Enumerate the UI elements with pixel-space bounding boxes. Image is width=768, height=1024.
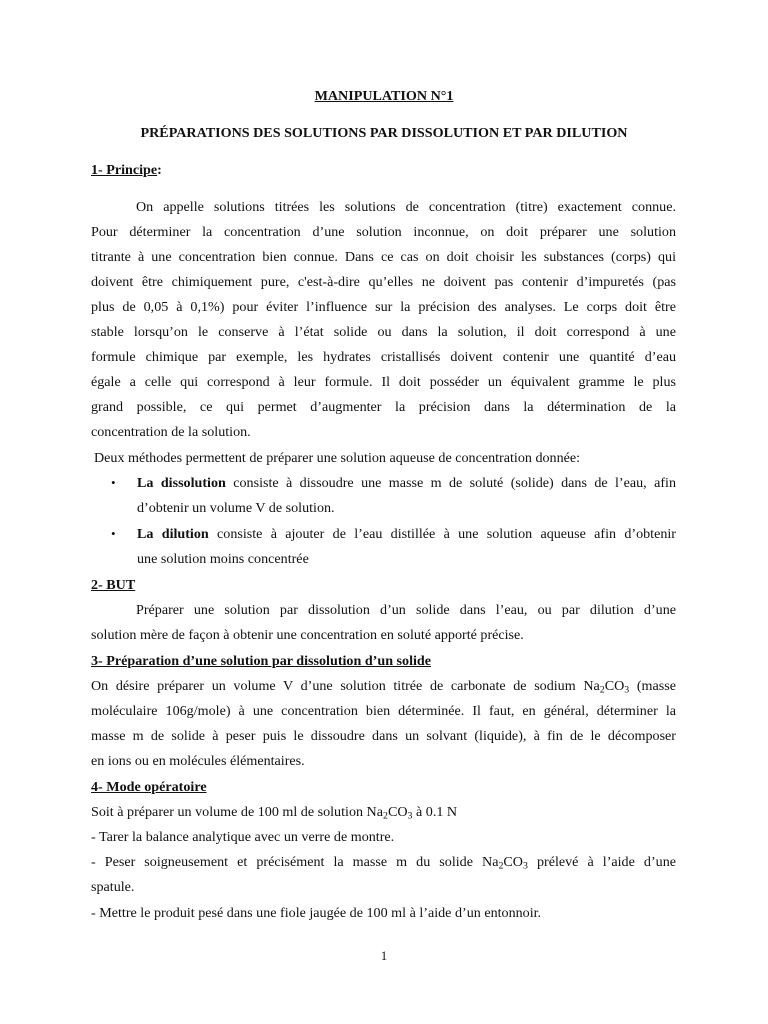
paragraph-line: masse m de solide à peser puis le dissoudre dans un solvant (liquide), à fin de le décomposer bbox=[91, 728, 676, 744]
subscript: 3 bbox=[624, 684, 630, 696]
paragraph-line: égale a celle qui correspond à leur formule. Il doit posséder un équivalent gramme le plus bbox=[91, 374, 676, 390]
subscript: 3 bbox=[407, 810, 413, 822]
paragraph-line: titrante à une concentration bien connue. Dans ce cas on doit choisir les substances (corps) qui bbox=[91, 249, 676, 265]
section-heading-mode-operatoire: 4- Mode opératoire bbox=[91, 779, 207, 795]
heading-text: 1- Principe bbox=[91, 162, 158, 178]
text-run: à 0.1 N bbox=[412, 804, 458, 820]
page-number: 1 bbox=[380, 949, 388, 963]
text-run: CO bbox=[604, 678, 625, 694]
bullet-continuation: une solution moins concentrée bbox=[137, 551, 309, 567]
text-run: On désire préparer un volume V d’une solution titrée de carbonate de sodium Na bbox=[91, 678, 600, 694]
heading-colon: : bbox=[157, 162, 162, 178]
subscript: 2 bbox=[498, 860, 504, 872]
page-subtitle: PRÉPARATIONS DES SOLUTIONS PAR DISSOLUTION ET PAR DILUTION bbox=[140, 125, 628, 141]
section-heading-principe bbox=[91, 161, 676, 179]
page-title: MANIPULATION N°1 bbox=[314, 88, 454, 104]
text-run: prélevé à l’aide d’une bbox=[527, 854, 676, 870]
bullet-icon: • bbox=[111, 475, 116, 490]
step-line bbox=[91, 853, 676, 871]
paragraph-line bbox=[91, 677, 676, 695]
section-heading-but: 2- BUT bbox=[91, 577, 136, 593]
paragraph-line: plus de 0,05 à 0,1%) pour éviter l’influence sur la précision des analyses. Le corps doit être bbox=[91, 299, 676, 315]
subscript: 3 bbox=[522, 860, 528, 872]
paragraph-line: doivent être chimiquement pure, c'est-à-dire qu’elles ne doivent pas contenir d’impuretés (pas bbox=[91, 274, 676, 290]
bullet-icon: • bbox=[111, 526, 116, 541]
paragraph-line: On appelle solutions titrées les solutions de concentration (titre) exactement connue. bbox=[136, 199, 676, 215]
text-run: - Peser soigneusement et précisément la masse m du solide Na bbox=[91, 854, 499, 870]
bullet-item-dilution bbox=[137, 525, 676, 543]
paragraph-line: Préparer une solution par dissolution d’un solide dans l’eau, ou par dilution d’une bbox=[136, 602, 676, 618]
paragraph-line bbox=[91, 803, 676, 821]
text-run: CO bbox=[503, 854, 523, 870]
methods-intro: Deux méthodes permettent de préparer une solution aqueuse de concentration donnée: bbox=[94, 450, 581, 466]
paragraph-line: en ions ou en molécules élémentaires. bbox=[91, 753, 305, 769]
paragraph-line: moléculaire 106g/mole) à une concentration bien déterminée. Il faut, en général, déterminer la bbox=[91, 703, 676, 719]
paragraph-line: Pour déterminer la concentration d’une solution inconnue, on doit préparer une solution bbox=[91, 224, 676, 240]
paragraph-line: grand possible, ce qui permet d’augmenter la précision dans la détermination de la bbox=[91, 399, 676, 415]
paragraph-line: concentration de la solution. bbox=[91, 424, 251, 440]
term-dilution: La dilution bbox=[137, 526, 209, 542]
bullet-text: consiste à ajouter de l’eau distillée à une solution aqueuse afin d’obtenir bbox=[208, 526, 676, 542]
paragraph-line: stable lorsqu’on le conserve à l’état solide ou dans la solution, il doit correspond à une bbox=[91, 324, 676, 340]
paragraph-line: solution mère de façon à obtenir une concentration en soluté apporté précise. bbox=[91, 627, 524, 643]
subscript: 2 bbox=[599, 684, 605, 696]
step-line: - Mettre le produit pesé dans une fiole jaugée de 100 ml à l’aide d’un entonnoir. bbox=[91, 905, 542, 921]
paragraph-line: formule chimique par exemple, les hydrates cristallisés doivent contenir une quantité d’eau bbox=[91, 349, 676, 365]
text-run: CO bbox=[387, 804, 408, 820]
section-heading-preparation: 3- Préparation d’une solution par dissolution d’un solide bbox=[91, 653, 432, 669]
step-line: - Tarer la balance analytique avec un verre de montre. bbox=[91, 829, 395, 845]
subscript: 2 bbox=[383, 810, 388, 822]
bullet-item-dissolution bbox=[137, 474, 676, 492]
bullet-continuation: d’obtenir un volume V de solution. bbox=[137, 500, 335, 516]
text-run: (masse bbox=[629, 678, 676, 694]
bullet-text: consiste à dissoudre une masse m de soluté (solide) dans de l’eau, afin bbox=[225, 475, 677, 491]
term-dissolution: La dissolution bbox=[137, 475, 226, 491]
step-line: spatule. bbox=[91, 879, 135, 895]
text-run: Soit à préparer un volume de 100 ml de solution Na bbox=[91, 804, 383, 820]
